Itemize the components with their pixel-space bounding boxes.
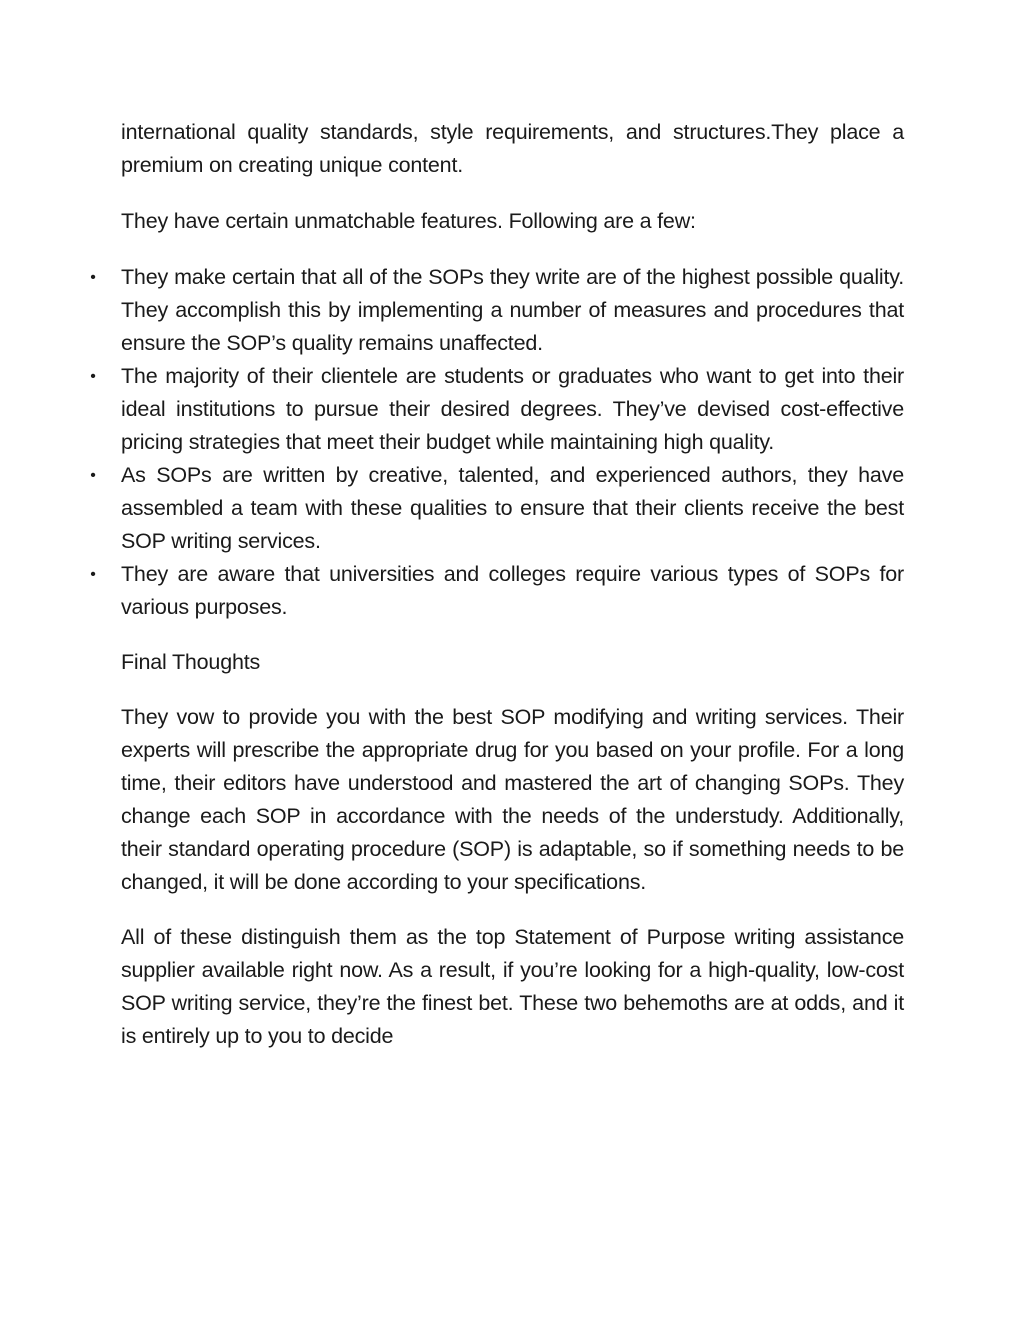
- bullet-icon: •: [90, 269, 96, 286]
- bullet-icon: •: [90, 368, 96, 385]
- list-item-text: They make certain that all of the SOPs they write are of the highest possible quality. They accomplish this by implementing a number of measures and procedures that ensure the SOP’s quality remains unaffected.: [121, 265, 904, 355]
- section-heading: Final Thoughts: [121, 650, 261, 674]
- list-item: [90, 261, 904, 360]
- final-paragraph-1: They vow to provide you with the best SOP modifying and writing services. Their experts will prescribe the appropriate drug for you based on your profile. For a long time, their editors have understood and mastered the art of changing SOPs. They change each SOP in accordance with the needs of the understudy. Additionally, their standard operating procedure (SOP) is adaptable, so if something needs to be changed, it will be done according to your specifications.: [121, 705, 904, 894]
- features-intro-paragraph: They have certain unmatchable features. Following are a few:: [121, 209, 696, 233]
- features-list: [90, 261, 904, 624]
- intro-paragraph: international quality standards, style requirements, and structures.They place a premium on creating unique content.: [121, 120, 904, 177]
- list-item: [90, 360, 904, 459]
- list-item: [90, 558, 904, 624]
- document-body: [90, 116, 904, 1053]
- list-item-text: As SOPs are written by creative, talented, and experienced authors, they have assembled a team with these qualities to ensure that their clients receive the best SOP writing services.: [121, 463, 904, 553]
- list-item-text: They are aware that universities and colleges require various types of SOPs for various purposes.: [121, 562, 904, 619]
- final-paragraph-2: All of these distinguish them as the top Statement of Purpose writing assistance supplier available right now. As a result, if you’re looking for a high-quality, low-cost SOP writing service, they’re the finest bet. These two behemoths are at odds, and it is entirely up to you to decide: [121, 925, 904, 1048]
- bullet-icon: •: [90, 467, 96, 484]
- bullet-icon: •: [90, 566, 96, 583]
- list-item-text: The majority of their clientele are students or graduates who want to get into their ideal institutions to pursue their desired degrees. They’ve devised cost-effective pricing strategies that meet their budget while maintaining high quality.: [121, 364, 904, 454]
- list-item: [90, 459, 904, 558]
